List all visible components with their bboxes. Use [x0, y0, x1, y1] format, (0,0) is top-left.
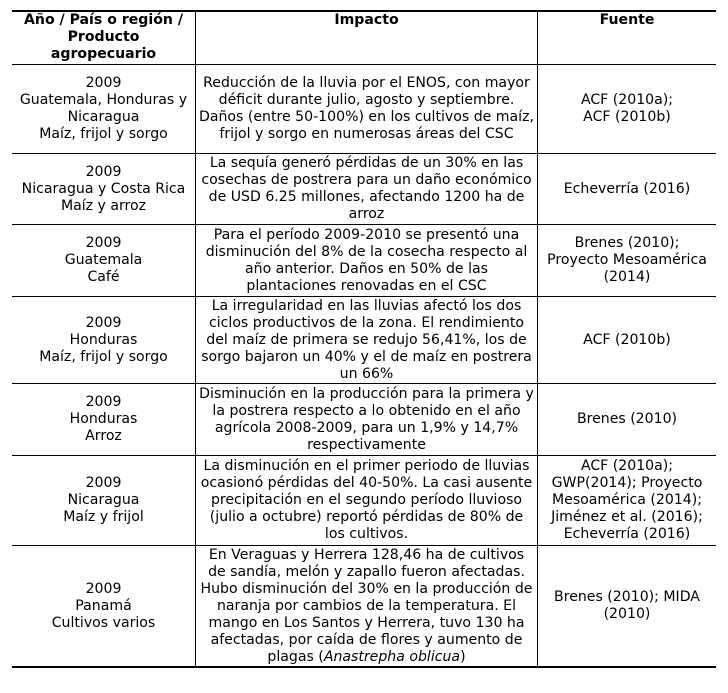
- source: Brenes (2010); MIDA: [554, 589, 700, 605]
- year: 2009: [85, 235, 122, 251]
- source: ACF (2010a);: [580, 458, 674, 474]
- impact-text: Reducción de la lluvia por el ENOS, con mayor déficit durante julio, agosto y septiembre. Daños (entre 50-100%) en los cultivos de maíz, frijol y sorgo en numerosas áreas del CSC: [199, 75, 534, 142]
- region: Honduras: [69, 411, 138, 427]
- impact-text: La disminución en el primer periodo de lluvias ocasionó pérdidas del 40-50%. La casi ausente precipitación en el segundo período lluvioso (julio a octubre) reportó pérdidas de 80% de los cultivos.: [200, 458, 533, 542]
- year-region-product-cell: [12, 65, 195, 153]
- table-row: [12, 225, 716, 297]
- impact-cell: [195, 384, 538, 455]
- source-cell: [538, 384, 716, 455]
- year-region-product-cell: [12, 384, 195, 455]
- source-cell: [538, 456, 716, 545]
- impact-cell: [195, 456, 538, 545]
- product: Maíz y arroz: [60, 197, 147, 214]
- year-region-product-cell: [12, 225, 195, 296]
- header-col1-line: Año / País o región /: [24, 12, 183, 28]
- source: Jiménez et al. (2016);: [551, 509, 703, 525]
- table-row: [12, 384, 716, 456]
- source: Brenes (2010);: [574, 235, 680, 251]
- impact-text: La irregularidad en las lluvias afectó los dos ciclos productivos de la zona. El rendimiento del maíz de primera se redujo 56,41%, los de sorgo bajaron un 40% y el de maíz en postrera un 66%: [201, 297, 532, 382]
- source-cell: [538, 65, 716, 153]
- year: 2009: [85, 580, 122, 597]
- table-row: [12, 154, 716, 225]
- impact-text: La sequía generó pérdidas de un 30% en las cosechas de postrera para un daño económico de USD 6.25 millones, afectando 1200 ha de arroz: [201, 155, 532, 222]
- year-region-product-cell: [12, 456, 195, 545]
- product: Arroz: [85, 428, 122, 444]
- table-row: [12, 546, 716, 668]
- impact-text: Para el período 2009-2010 se presentó una disminución del 8% de la cosecha respecto al año anterior. Daños en 50% de las plantaciones renovadas en el CSC: [205, 226, 528, 294]
- header-col1-line: Producto: [67, 29, 140, 45]
- product: Maíz y frijol: [63, 509, 144, 525]
- source: ACF (2010b): [583, 109, 671, 125]
- table-row: [12, 65, 716, 154]
- impact-cell: [195, 65, 538, 153]
- product: Maíz, frijol y sorgo: [39, 348, 168, 365]
- header-col1-line: agropecuario: [50, 46, 157, 62]
- year: 2009: [85, 75, 122, 91]
- source: Echeverría (2016): [563, 180, 691, 197]
- region: Guatemala: [64, 252, 143, 268]
- species-name: Anastrepha oblicua: [323, 648, 461, 665]
- header-year-region-product: [12, 12, 195, 64]
- year-region-product-cell: [12, 297, 195, 383]
- source-cell: [538, 546, 716, 666]
- region: Nicaragua y Costa Rica: [21, 180, 186, 197]
- source: ACF (2010a);: [580, 92, 674, 108]
- header-impact-label: Impacto: [334, 12, 399, 28]
- header-impact: [195, 12, 538, 64]
- source: Mesoamérica (2014);: [551, 492, 703, 508]
- year: 2009: [85, 394, 122, 410]
- region: Nicaragua: [67, 492, 140, 508]
- source: GWP(2014); Proyecto: [551, 475, 703, 491]
- product: Café: [87, 269, 120, 285]
- product: Cultivos varios: [51, 614, 156, 631]
- impact-table: [12, 10, 716, 668]
- year-region-product-cell: [12, 546, 195, 666]
- impact-cell: [195, 546, 538, 666]
- product: Maíz, frijol y sorgo: [39, 126, 168, 142]
- region: Panamá: [75, 597, 132, 614]
- table-row: [12, 297, 716, 384]
- impact-text: Disminución en la producción para la primera y la postrera respecto a lo obtenido en el año agrícola 2008-2009, para un 1,9% y 14,7% respectivamente: [199, 385, 534, 453]
- impact-cell: [195, 297, 538, 383]
- region: Honduras: [69, 331, 138, 348]
- source: ACF (2010b): [583, 331, 671, 348]
- region: Nicaragua: [67, 109, 140, 125]
- source: (2014): [603, 269, 651, 285]
- year: 2009: [85, 475, 122, 491]
- year: 2009: [85, 163, 122, 180]
- impact-cell: [195, 225, 538, 296]
- impact-text: [199, 547, 534, 666]
- source-cell: [538, 225, 716, 296]
- source: Proyecto Mesoamérica: [547, 252, 707, 268]
- impact-text-end: ): [460, 648, 466, 665]
- source: Brenes (2010): [576, 411, 678, 427]
- impact-cell: [195, 154, 538, 224]
- impact-text-main: En Veraguas y Herrera 128,46 ha de cultivos de sandía, melón y zapallo fueron afectadas. Hubo disminución del 30% en la producción de naranja por cambios de la temperatura. El mango en Los Santos y Herrera, tuvo 130 ha afectadas, por caída de flores y aumento de plagas (: [200, 546, 533, 665]
- source-cell: [538, 154, 716, 224]
- source: Echeverría (2016): [563, 526, 691, 542]
- year-region-product-cell: [12, 154, 195, 224]
- source: (2010): [603, 606, 651, 622]
- header-source-label: Fuente: [599, 12, 655, 28]
- header-source: [538, 12, 716, 64]
- table-header: [12, 10, 716, 65]
- table-row: [12, 456, 716, 546]
- year: 2009: [85, 314, 122, 331]
- region: Guatemala, Honduras y: [19, 92, 188, 108]
- source-cell: [538, 297, 716, 383]
